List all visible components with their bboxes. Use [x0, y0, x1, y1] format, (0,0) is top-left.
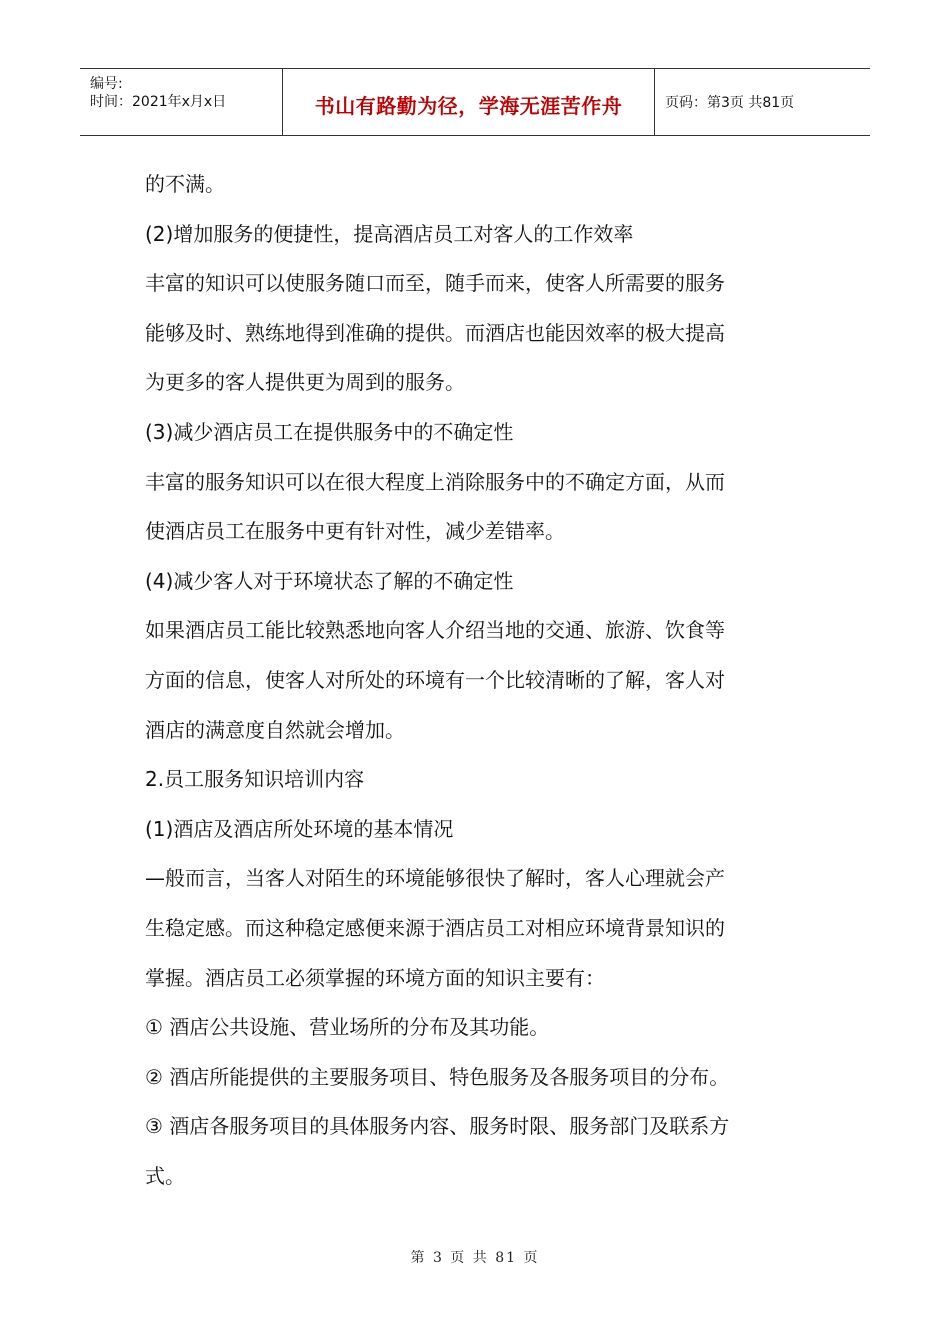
body-paragraph: 丰富的服务知识可以在很大程度上消除服务中的不确定方面，从而: [145, 469, 725, 494]
list-item: 式。: [145, 1163, 185, 1188]
section-heading: (4)减少客人对于环境状态了解的不确定性: [145, 568, 514, 593]
body-paragraph: 为更多的客人提供更为周到的服务。: [145, 370, 465, 395]
body-paragraph: 生稳定感。而这种稳定感便来源于酒店员工对相应环境背景知识的: [145, 915, 725, 940]
section-heading: 2.员工服务知识培训内容: [145, 767, 365, 792]
body-paragraph: 能够及时、熟练地得到准确的提供。而酒店也能因效率的极大提高: [145, 320, 725, 345]
list-item: ③ 酒店各服务项目的具体服务内容、服务时限、服务部门及联系方: [145, 1114, 730, 1139]
document-time-label: 时间：2021年x月x日: [90, 94, 227, 110]
body-paragraph: 酒店的满意度自然就会增加。: [145, 717, 405, 742]
section-heading: (2)增加服务的便捷性，提高酒店员工对客人的工作效率: [145, 221, 634, 246]
body-paragraph: —般而言，当客人对陌生的环境能够很快了解时，客人心理就会产: [145, 866, 725, 891]
section-heading: (3)减少酒店员工在提供服务中的不确定性: [145, 419, 514, 444]
list-item: ② 酒店所能提供的主要服务项目、特色服务及各服务项目的分布。: [145, 1064, 730, 1089]
header-page-label: 页码：第3页 共81页: [665, 95, 795, 111]
body-paragraph: 掌握。酒店员工必须掌握的环境方面的知识主要有：: [145, 965, 605, 990]
body-paragraph: 方面的信息，使客人对所处的环境有一个比较清晰的了解，客人对: [145, 667, 725, 692]
body-paragraph: 使酒店员工在服务中更有针对性，减少差错率。: [145, 519, 565, 544]
footer-page-number: 第 3 页 共 81 页: [410, 1250, 540, 1266]
section-heading: (1)酒店及酒店所处环境的基本情况: [145, 816, 454, 841]
body-paragraph: 如果酒店员工能比较熟悉地向客人介绍当地的交通、旅游、饮食等: [145, 618, 725, 643]
body-paragraph: 的不满。: [145, 172, 225, 196]
document-body: [145, 160, 815, 1201]
header-motto-cell: [283, 69, 655, 135]
body-paragraph: 丰富的知识可以使服务随口而至，随手而来，使客人所需要的服务: [145, 271, 725, 296]
document-number-label: 编号:: [90, 76, 123, 92]
header-page-cell: [655, 69, 870, 135]
page-header: [80, 68, 870, 136]
list-item: ① 酒店公共设施、营业场所的分布及其功能。: [145, 1015, 550, 1040]
page-footer: [0, 1247, 950, 1267]
header-motto: 书山有路勤为径，学海无涯苦作舟: [314, 93, 623, 118]
header-meta: [80, 69, 283, 135]
